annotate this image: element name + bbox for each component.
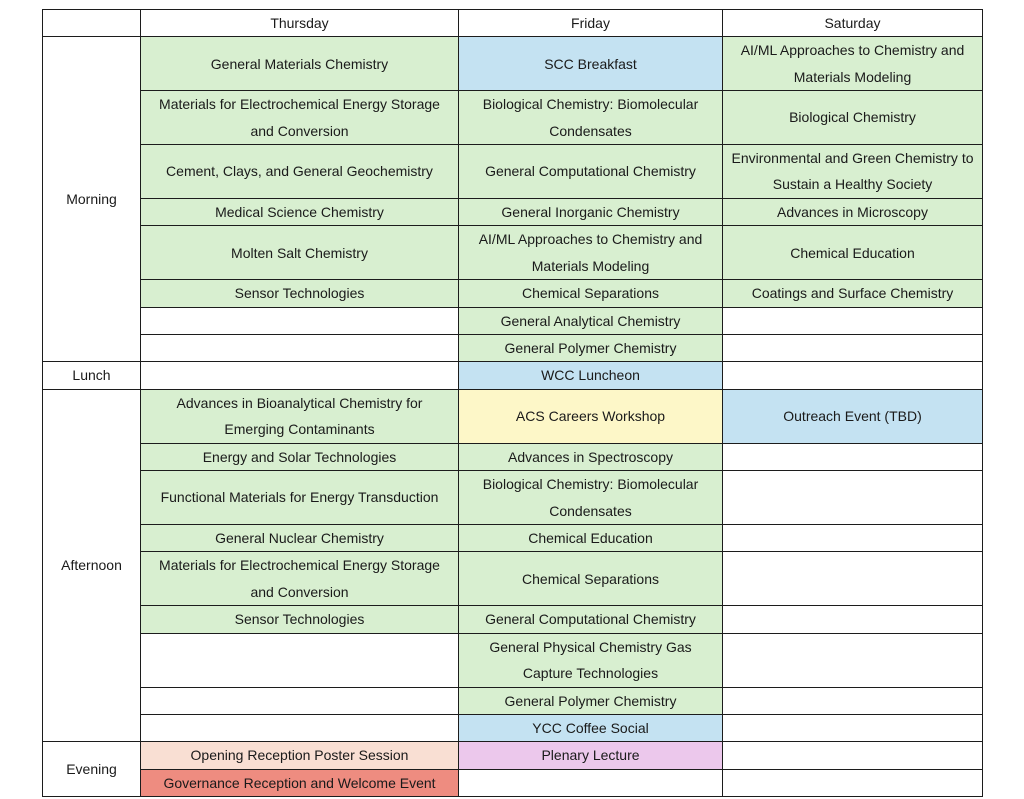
session-cell: Molten Salt Chemistry [141,226,459,280]
session-cell: Chemical Separations [459,552,723,606]
session-cell: Advances in Microscopy [723,198,983,225]
table-row [43,471,983,525]
table-row [43,335,983,362]
table-row [43,226,983,280]
header-row [43,10,983,37]
table-row [43,280,983,307]
session-cell: Chemical Education [723,226,983,280]
session-cell: Environmental and Green Chemistry to Sustain a Healthy Society [723,145,983,199]
empty-cell [723,687,983,714]
session-cell: Cement, Clays, and General Geochemistry [141,145,459,199]
session-cell: Coatings and Surface Chemistry [723,280,983,307]
session-cell: General Nuclear Chemistry [141,524,459,551]
empty-cell [723,443,983,470]
event-cell: YCC Coffee Social [459,714,723,741]
period-label-afternoon: Afternoon [43,389,141,741]
empty-cell [141,335,459,362]
table-row [43,307,983,334]
empty-cell [723,524,983,551]
empty-cell [723,335,983,362]
table-row [43,91,983,145]
session-cell: General Analytical Chemistry [459,307,723,334]
session-cell: Sensor Technologies [141,280,459,307]
table-row [43,606,983,633]
table-row [43,198,983,225]
empty-cell [459,769,723,796]
empty-cell [723,742,983,769]
empty-cell [723,606,983,633]
reception-cell: Opening Reception Poster Session [141,742,459,769]
empty-cell [723,769,983,796]
table-row [43,389,983,443]
table-row [43,742,983,769]
session-cell: Advances in Spectroscopy [459,443,723,470]
empty-cell [141,714,459,741]
table-row [43,552,983,606]
session-cell: AI/ML Approaches to Chemistry and Materials Modeling [723,37,983,91]
day-header-thursday: Thursday [141,10,459,37]
event-cell: Outreach Event (TBD) [723,389,983,443]
empty-cell [723,552,983,606]
empty-cell [723,471,983,525]
session-cell: General Inorganic Chemistry [459,198,723,225]
session-cell: Biological Chemistry [723,91,983,145]
plenary-cell: Plenary Lecture [459,742,723,769]
session-cell: General Physical Chemistry Gas Capture Technologies [459,633,723,687]
table-row [43,633,983,687]
session-cell: Chemical Education [459,524,723,551]
corner-cell [43,10,141,37]
empty-cell [723,362,983,389]
session-cell: Energy and Solar Technologies [141,443,459,470]
session-cell: General Polymer Chemistry [459,687,723,714]
period-label-lunch: Lunch [43,362,141,389]
empty-cell [141,307,459,334]
empty-cell [141,633,459,687]
session-cell: Sensor Technologies [141,606,459,633]
session-cell: General Polymer Chemistry [459,335,723,362]
session-cell: Materials for Electrochemical Energy Storage and Conversion [141,552,459,606]
table-row [43,769,983,796]
governance-cell: Governance Reception and Welcome Event [141,769,459,796]
session-cell: Biological Chemistry: Biomolecular Condensates [459,471,723,525]
day-header-friday: Friday [459,10,723,37]
table-row [43,443,983,470]
session-cell: Biological Chemistry: Biomolecular Condensates [459,91,723,145]
table-row [43,714,983,741]
session-cell: General Computational Chemistry [459,606,723,633]
empty-cell [141,362,459,389]
table-row [43,37,983,91]
period-label-morning: Morning [43,37,141,362]
table-row [43,524,983,551]
session-cell: AI/ML Approaches to Chemistry and Materials Modeling [459,226,723,280]
session-cell: Materials for Electrochemical Energy Storage and Conversion [141,91,459,145]
table-row [43,362,983,389]
session-cell: Functional Materials for Energy Transduction [141,471,459,525]
session-cell: Chemical Separations [459,280,723,307]
empty-cell [723,714,983,741]
session-cell: General Materials Chemistry [141,37,459,91]
event-cell: SCC Breakfast [459,37,723,91]
table-row [43,145,983,199]
session-cell: Advances in Bioanalytical Chemistry for Emerging Contaminants [141,389,459,443]
event-cell: WCC Luncheon [459,362,723,389]
empty-cell [723,633,983,687]
day-header-saturday: Saturday [723,10,983,37]
schedule-table [42,9,983,797]
workshop-cell: ACS Careers Workshop [459,389,723,443]
empty-cell [141,687,459,714]
session-cell: General Computational Chemistry [459,145,723,199]
empty-cell [723,307,983,334]
session-cell: Medical Science Chemistry [141,198,459,225]
period-label-evening: Evening [43,742,141,797]
table-row [43,687,983,714]
